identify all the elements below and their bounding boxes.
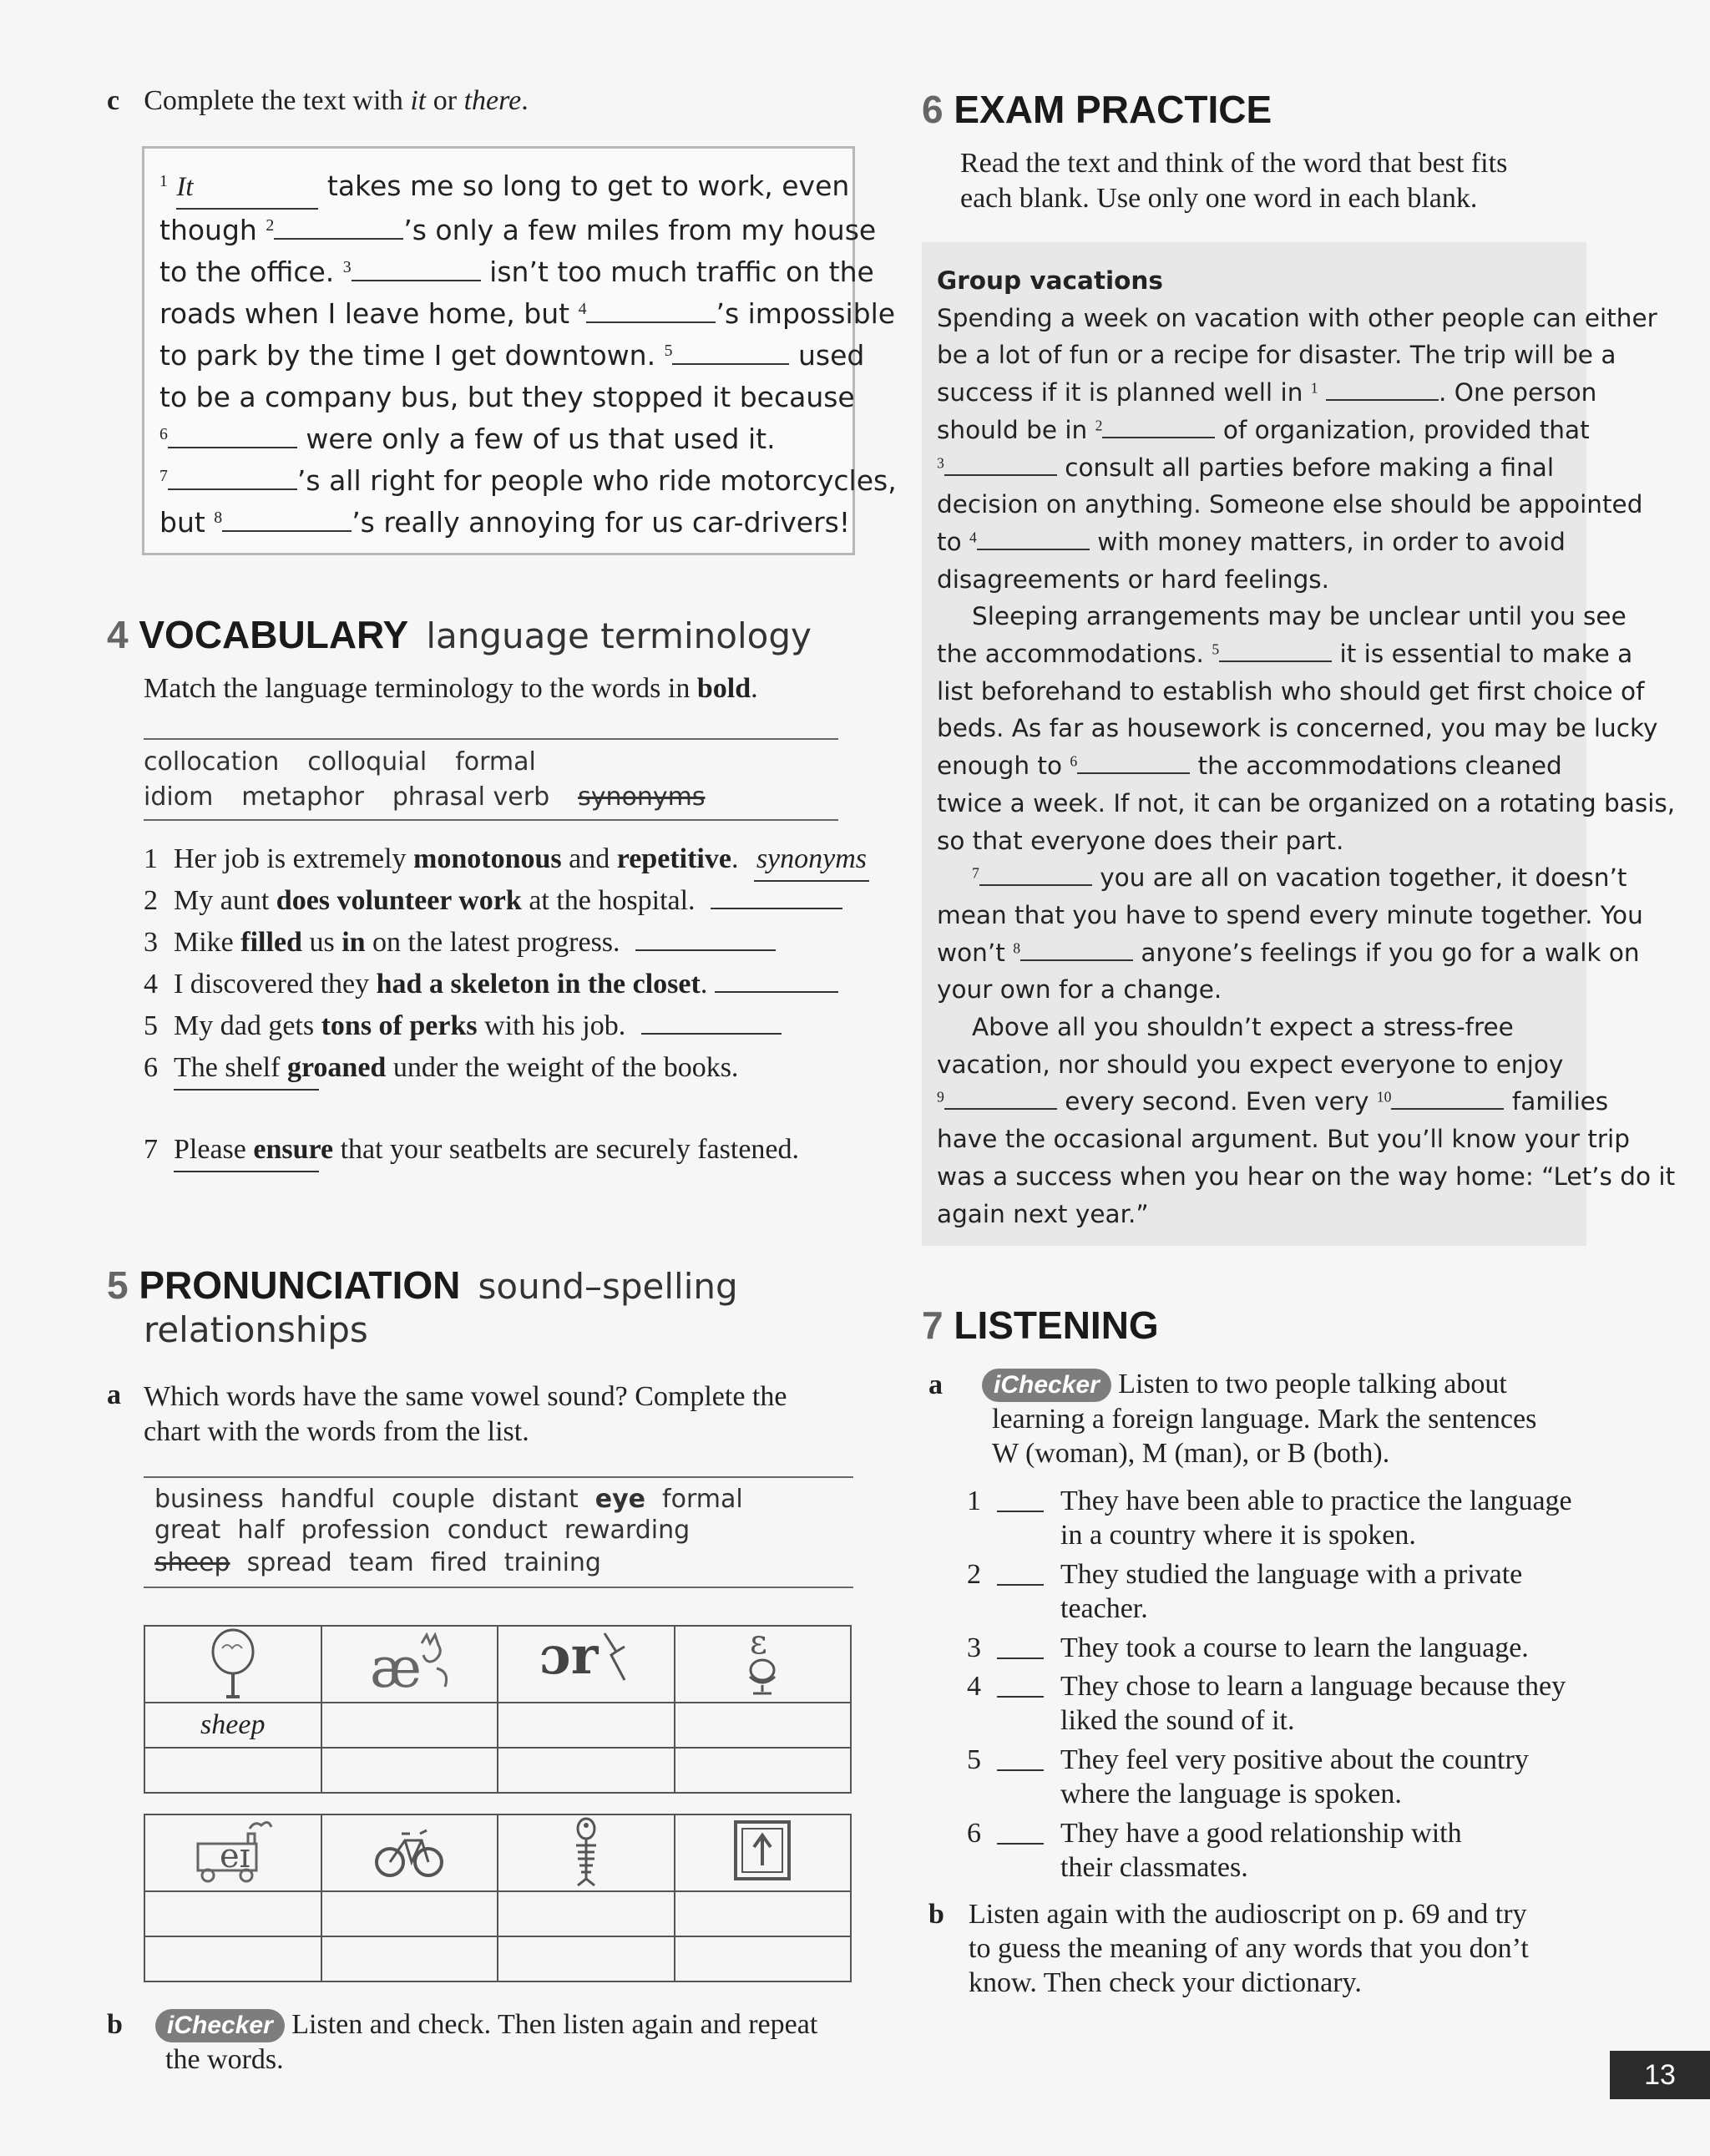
chart-cell[interactable]: [498, 1936, 675, 1981]
text-line: to park by the time I get downtown. $^5$ used: [159, 339, 865, 372]
list-item: 5 My dad gets tons of perks with his job.: [144, 1005, 869, 1047]
passage-line: be a lot of fun or a recipe for disaster. The trip will be a: [937, 341, 1616, 370]
chart-cell[interactable]: [498, 1748, 675, 1793]
svg-text:ɔr: ɔr: [539, 1627, 599, 1686]
chart-cell[interactable]: [144, 1936, 321, 1981]
text-line: $^1$ It takes me so long to get to work, even: [159, 165, 897, 210]
blank-4[interactable]: [586, 321, 716, 323]
passage-line: Spending a week on vacation with other people can either: [937, 303, 1657, 332]
text-box: [142, 146, 897, 555]
fish-icon: [498, 1814, 675, 1891]
passage-line: mean that you have to spend every minute together. You: [937, 900, 1643, 929]
passage-line: vacation, nor should you expect everyone to enjoy: [937, 1050, 1564, 1079]
answer-blank[interactable]: [641, 1033, 782, 1035]
section-title: PRONUNCIATION: [139, 1263, 461, 1307]
horse-icon: [498, 1626, 675, 1703]
divider: [144, 1587, 853, 1588]
divider: [144, 1476, 853, 1478]
passage-line: won’t $^8$ anyone’s feelings if you go for a walk on: [937, 938, 1640, 967]
instruction: Read the text and think of the word that best fits each blank. Use only one word in each blank.: [960, 148, 1508, 214]
passage-line: to $^4$ with money matters, in order to avoid: [937, 527, 1566, 556]
chart-cell[interactable]: [321, 1936, 498, 1981]
word-list: sheep spread team fired training: [154, 1548, 601, 1577]
list-item: 2 My aunt does volunteer work at the hospital.: [144, 880, 869, 922]
text-line: though $^2$ ’s only a few miles from my house: [159, 214, 877, 246]
word-list: idiom metaphor phrasal verb synonyms: [144, 782, 706, 812]
blank-8[interactable]: [1020, 959, 1133, 961]
list-item: 6 They have a good relationship with their classmates.: [967, 1818, 1462, 1883]
list-item: 1 Her job is extremely monotonous and repetitive. synonyms: [144, 838, 869, 880]
cat-icon: [321, 1626, 498, 1703]
list-item: 4 They chose to learn a language because they liked the sound of it.: [967, 1671, 1566, 1736]
blank-6[interactable]: [1077, 772, 1190, 774]
section-6-heading: [922, 87, 1272, 132]
svg-text:æ: æ: [370, 1636, 422, 1698]
passage-line: decision on anything. Someone else should be appointed: [937, 490, 1643, 519]
passage-line: have the occasional argument. But you’ll know your trip: [937, 1125, 1630, 1154]
chart-cell[interactable]: [675, 1891, 852, 1936]
instruction: Listen again with the audioscript on p. 69 and try to guess the meaning of any words that you don’t know. Then check your dictionary.: [969, 1899, 1529, 1998]
text-line: but $^8$ ’s really annoying for us car-drivers!: [159, 506, 851, 539]
answer-blank[interactable]: [174, 1171, 319, 1172]
answer-blank[interactable]: [997, 1584, 1044, 1586]
passage-line: Above all you shouldn’t expect a stress-free: [972, 1013, 1514, 1042]
passage-line: success if it is planned well in $^1$ . One person: [937, 378, 1597, 407]
blank-2[interactable]: [1102, 437, 1215, 438]
chart-cell[interactable]: [675, 1748, 852, 1793]
blank-1[interactable]: [1326, 399, 1439, 401]
list-item: 2 They studied the language with a private teacher.: [967, 1559, 1523, 1624]
section-7-heading: [922, 1303, 1159, 1348]
page-number: 13: [1610, 2051, 1710, 2099]
passage-line: was a success when you hear on the way home: “Let’s do it: [937, 1162, 1676, 1191]
text-line: to be a company bus, but they stopped it because: [159, 381, 855, 413]
blank-7[interactable]: [979, 884, 1092, 886]
blank-10[interactable]: [1391, 1108, 1504, 1110]
passage-line: beds. As far as housework is concerned, you may be lucky: [937, 714, 1658, 743]
blank-3[interactable]: [944, 474, 1057, 476]
list-item: 1 They have been able to practice the language in a country where it is spoken.: [967, 1485, 1572, 1551]
instruction: iChecker Listen to two people talking about learning a foreign language. Mark the sentences W (woman), M (man), or B (both).: [982, 1367, 1536, 1470]
section-subtitle: sound–spelling: [478, 1266, 738, 1307]
divider: [144, 738, 838, 740]
blank-7[interactable]: [168, 488, 297, 490]
passage-line: $^9$ every second. Even very $^{10}$ families: [937, 1087, 1609, 1116]
svg-text:ɛ: ɛ: [750, 1627, 767, 1662]
passage-line: your own for a change.: [937, 975, 1222, 1005]
chart-cell[interactable]: [321, 1891, 498, 1936]
passage-line: the accommodations. $^5$ it is essential to make a: [937, 640, 1633, 669]
word-list: business handful couple distant eye formal: [154, 1485, 743, 1514]
answer-blank[interactable]: [174, 1089, 319, 1091]
section-letter: b: [107, 2009, 123, 2040]
passage-line: $^7$ you are all on vacation together, it doesn’t: [972, 863, 1627, 893]
section-letter: a: [107, 1379, 121, 1410]
section-number: 7: [922, 1303, 944, 1347]
list-item: 4 I discovered they had a skeleton in the closet.: [144, 964, 869, 1005]
chart-cell[interactable]: [675, 1703, 852, 1748]
answer-blank[interactable]: [997, 1696, 1044, 1698]
section-letter: a: [928, 1369, 943, 1400]
section-letter: b: [928, 1899, 944, 1930]
list-item: 6 The shelf groaned under the weight of the books.: [144, 1052, 739, 1083]
chart-cell[interactable]: [144, 1748, 321, 1793]
ichecker-badge[interactable]: iChecker: [155, 2009, 285, 2042]
passage-title: Group vacations: [937, 266, 1163, 295]
answer-blank[interactable]: [997, 1769, 1044, 1771]
text-line: roads when I leave home, but $^4$ ’s impossible: [159, 297, 896, 330]
word-list: collocation colloquial formal: [144, 747, 536, 777]
blank-5[interactable]: [672, 363, 789, 365]
section-4-heading: [107, 612, 812, 657]
blank-2[interactable]: [274, 238, 403, 240]
list-item: 3 They took a course to learn the language.: [967, 1632, 1529, 1663]
section-title: VOCABULARY: [139, 613, 409, 656]
section-c-heading: [107, 84, 529, 119]
passage-panel: [922, 242, 1676, 1246]
instruction: iChecker Listen and check. Then listen again and repeat the words.: [155, 2007, 817, 2078]
passage-line: disagreements or hard feelings.: [937, 564, 1330, 594]
instruction: Complete the text with it or there.: [144, 85, 529, 116]
sound-chart-2: [144, 1814, 852, 1982]
chart-cell[interactable]: [321, 1748, 498, 1793]
list-item: 7 Please ensure that your seatbelts are securely fastened.: [144, 1134, 800, 1165]
answer-blank[interactable]: [711, 908, 842, 909]
train-icon: [144, 1814, 321, 1891]
answer-blank[interactable]: [997, 1843, 1044, 1845]
instruction: Match the language terminology to the words in bold.: [144, 673, 758, 704]
text-line: to the office. $^3$ isn’t too much traffic on the: [159, 256, 874, 288]
section-subtitle-line2: relationships: [144, 1309, 368, 1350]
blank-6[interactable]: [168, 447, 297, 448]
blank-3[interactable]: [352, 280, 481, 281]
answer-blank[interactable]: [997, 1511, 1044, 1512]
answer-blank[interactable]: [997, 1657, 1044, 1659]
chart-cell-example: sheep: [144, 1703, 321, 1748]
passage-line: list beforehand to establish who should get first choice of: [937, 676, 1645, 706]
bicycle-icon: [321, 1814, 498, 1891]
vocab-items: [144, 838, 869, 1211]
chart-cell[interactable]: [498, 1703, 675, 1748]
passage-line: enough to $^6$ the accommodations cleaned: [937, 752, 1562, 781]
section-title: EXAM PRACTICE: [954, 88, 1272, 131]
text-line: $^6$ were only a few of us that used it.: [159, 423, 776, 455]
passage-line: $^3$ consult all parties before making a final: [937, 453, 1555, 482]
blank-1[interactable]: It: [176, 166, 318, 210]
section-letter: c: [107, 85, 120, 116]
divider: [144, 819, 838, 821]
section-subtitle: language terminology: [426, 615, 812, 656]
svg-text:eɪ: eɪ: [219, 1837, 250, 1875]
blank-5[interactable]: [1219, 660, 1332, 662]
instruction: Which words have the same vowel sound? Complete the chart with the words from the list.: [144, 1381, 787, 1447]
section-5-heading: [107, 1263, 738, 1308]
passage-line: Sleeping arrangements may be unclear until you see: [972, 602, 1627, 631]
up-arrow-icon: [675, 1814, 852, 1891]
sound-chart-1: [144, 1625, 852, 1794]
blank-4[interactable]: [977, 549, 1090, 550]
section-title: LISTENING: [954, 1303, 1159, 1347]
text-line: $^7$ ’s all right for people who ride motorcycles,: [159, 464, 897, 497]
answer-blank[interactable]: [635, 949, 776, 951]
passage-line: again next year.”: [937, 1199, 1149, 1228]
answer-blank[interactable]: synonyms: [754, 838, 869, 882]
answer-blank[interactable]: [715, 991, 838, 993]
blank-8[interactable]: [222, 530, 352, 532]
passage-line: should be in $^2$ of organization, provided that: [937, 415, 1590, 444]
word-list: great half profession conduct rewarding: [154, 1516, 691, 1545]
tree-icon: [144, 1626, 321, 1703]
passage-line: twice a week. If not, it can be organized on a rotating basis,: [937, 788, 1676, 817]
list-item: 3 Mike filled us in on the latest progress.: [144, 922, 869, 964]
section-number: 5: [107, 1263, 129, 1307]
section-number: 6: [922, 88, 944, 131]
chart-cell[interactable]: [498, 1891, 675, 1936]
section-number: 4: [107, 613, 129, 656]
ichecker-badge[interactable]: iChecker: [982, 1369, 1111, 1402]
egg-icon: [675, 1626, 852, 1703]
passage-line: so that everyone does their part.: [937, 826, 1344, 855]
blank-9[interactable]: [944, 1108, 1057, 1110]
chart-cell[interactable]: [675, 1936, 852, 1981]
list-item: 5 They feel very positive about the country where the language is spoken.: [967, 1744, 1529, 1809]
chart-cell[interactable]: [321, 1703, 498, 1748]
listening-items: [967, 1484, 1585, 1890]
chart-cell[interactable]: [144, 1891, 321, 1936]
